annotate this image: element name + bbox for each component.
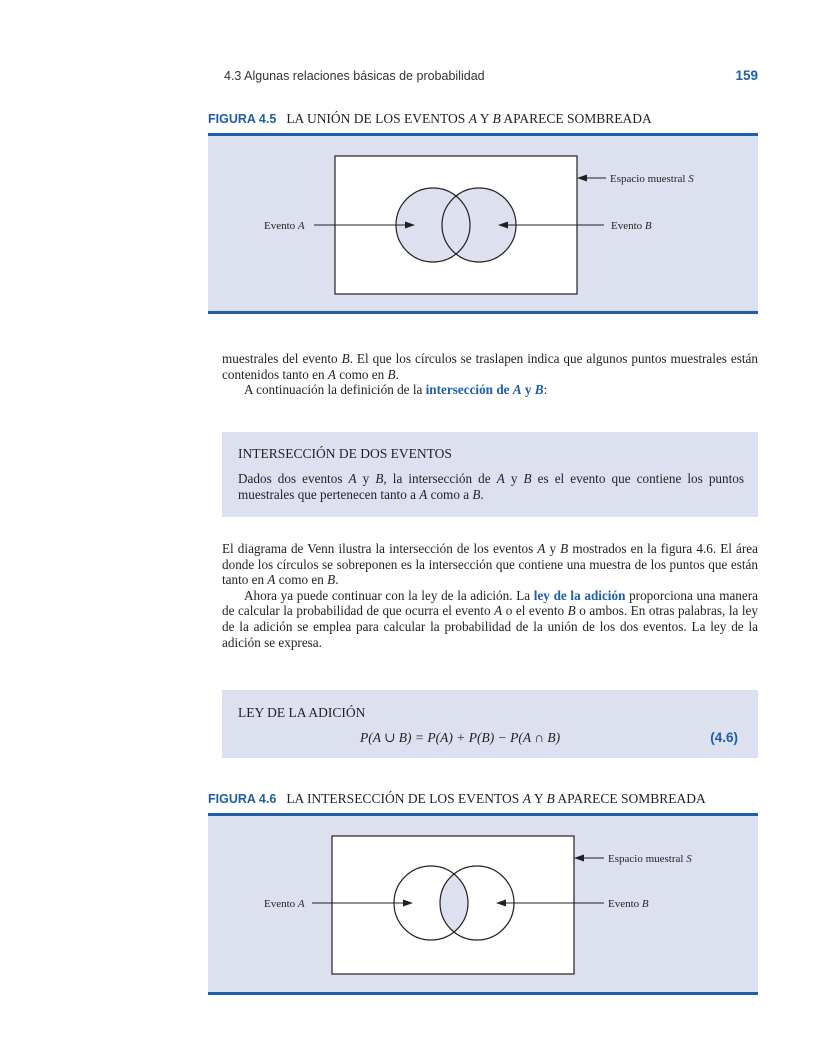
figure-4-6-panel: [208, 813, 758, 995]
definition-intersection-text: Dados dos eventos A y B, la intersección de A y B es el evento que contiene los puntos muestrales que pertenecen tanto a A como a B.: [238, 471, 745, 502]
figure-4-6-number: FIGURA 4.6: [208, 792, 277, 806]
sample-space-arrowhead: [574, 855, 584, 862]
definition-intersection-title: INTERSECCIÓN DE DOS EVENTOS: [238, 446, 452, 461]
addition-formula: P(A ∪ B) = P(A) + P(B) − P(A ∩ B): [360, 730, 561, 745]
equation-number: (4.6): [710, 730, 738, 745]
label-event-b: Evento B: [608, 898, 649, 910]
page-number: 159: [735, 68, 758, 83]
figure-4-5-panel: [208, 133, 758, 314]
keyword-intersection: intersección de A y B: [425, 382, 544, 398]
definition-addition-title: LEY DE LA ADICIÓN: [238, 705, 366, 720]
figure-4-6-title: LA INTERSECCIÓN DE LOS EVENTOS A Y B APARECE SOMBREADA: [286, 791, 706, 806]
venn-intersection-diagram: [208, 816, 758, 992]
label-event-a: Evento A: [264, 220, 305, 232]
figure-4-5-number: FIGURA 4.5: [208, 112, 277, 126]
label-event-b: Evento B: [611, 220, 652, 232]
definition-intersection-box: [222, 432, 758, 517]
sample-space-arrowhead: [577, 175, 587, 182]
paragraph-2: El diagrama de Venn ilustra la intersección de los eventos A y B mostrados en la figura 4.6. El área donde los círculos se sobreponen es la intersección que contiene una muestra de los puntos que están tanto en A como en B. Ahora ya puede continuar con la ley de la adición. La ley de la adición proporciona una manera de calcular la probabilidad de que ocurra el evento A o el evento B o ambos. En otras palabras, la ley de la adición se emplea para calcular la probabilidad de la unión de los dos eventos. La ley de la adición se expresa.: [222, 541, 759, 650]
definition-addition-box: [222, 690, 758, 758]
label-sample-space: Espacio muestral S: [610, 173, 694, 185]
label-sample-space: Espacio muestral S: [608, 853, 692, 865]
figure-4-5-caption: [208, 111, 652, 127]
keyword-addition-law: ley de la adición: [533, 587, 626, 603]
figure-4-5-title: LA UNIÓN DE LOS EVENTOS A Y B APARECE SOMBREADA: [286, 111, 652, 126]
running-header-section: 4.3 Algunas relaciones básicas de probabilidad: [224, 69, 485, 83]
label-event-a: Evento A: [264, 898, 305, 910]
figure-4-6-caption: [208, 791, 706, 807]
paragraph-1: muestrales del evento B. El que los círculos se traslapen indica que algunos puntos muestrales están contenidos tanto en A como en B. A continuación la definición de la intersección de A y B:: [222, 351, 758, 398]
venn-union-diagram: [208, 136, 758, 311]
